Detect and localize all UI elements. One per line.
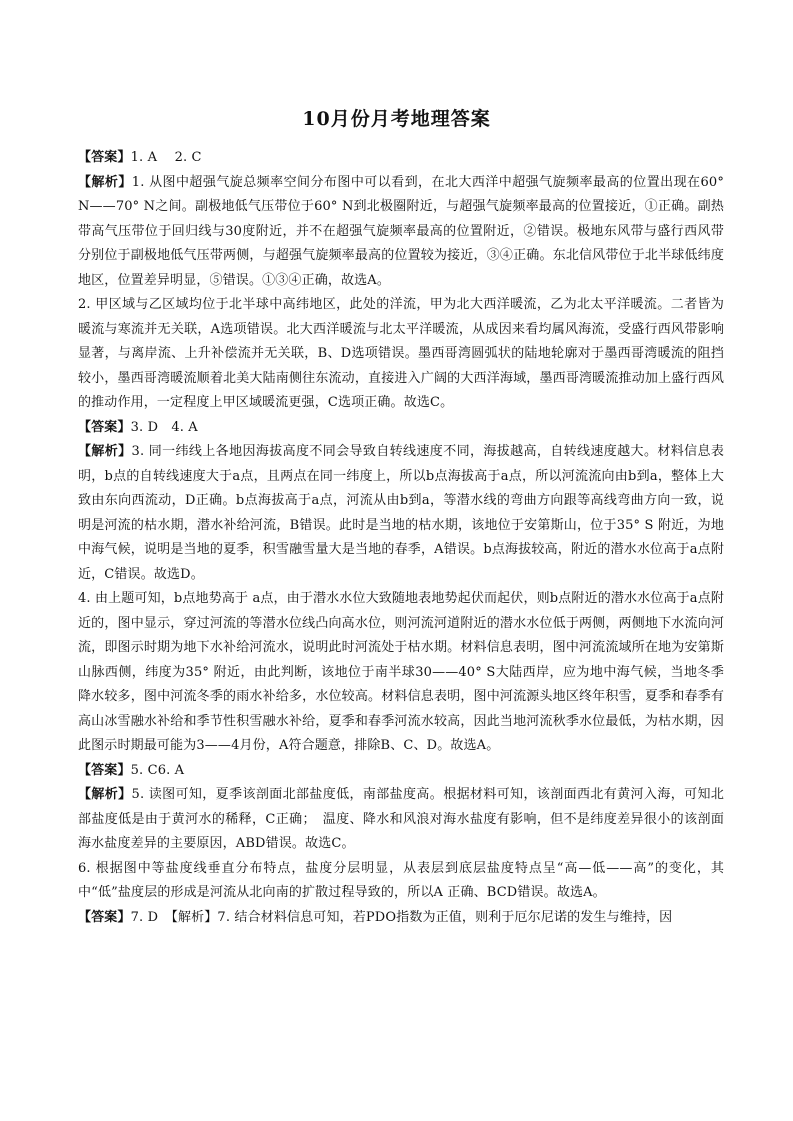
analysis-text: 6. 根据图中等盐度线垂直分布特点，盐度分层明显，从表层到底层盐度特点呈“高—低——高”的变化，其中“低”盐度层的形成是河流从北向南的扩散过程导致的，所以A 正确、BCD错误。故选A。 — [78, 860, 724, 900]
page-title: 10月份月考地理答案 — [302, 108, 491, 130]
analysis-paragraph-1 — [78, 171, 724, 294]
analysis-paragraph-6 — [78, 857, 724, 906]
answer-text: 3. D 4. A — [130, 419, 198, 435]
analysis-text: 1. 从图中超强气旋总频率空间分布图中可以看到，在北大西洋中超强气旋频率最高的位置出现在60° N——70° N之间。副极地低气压带位于60° N到北极圈附近，与超强气旋频率最高的位置接近，①正确。副热带高气压带位于回归线与30度附近，并不在超强气旋频率最高的位置附近，②错误。极地东风带与盛行西风带分别位于副极地低气压带两侧，与超强气旋频率最高的位置较为接近，③④正确。东北信风带位于北半球低纬度地区，位置差异明显，⑤错误。①③④正确，故选A。 — [78, 174, 724, 288]
analysis-paragraph-3 — [78, 440, 724, 587]
analysis-tag: 【解析】 — [78, 787, 132, 802]
answer-content — [78, 146, 724, 930]
answer-tag: 【答案】 — [78, 419, 131, 435]
answer-line-1-2 — [78, 146, 724, 171]
answer-tag: 【答案】 — [78, 150, 131, 165]
analysis-text: 4. 由上题可知，b点地势高于 a点，由于潜水水位大致随地表地势起伏而起伏，则b点附近的潜水水位高于a点附近的，图中显示，穿过河流的等潜水位线凸向高水位，则河流河道附近的潜水水位低于两侧，两侧地下水流向河流，即图示时期为地下水补给河流水，说明此时河流处于枯水期。材料信息表明，图中河流流域所在地为安第斯山脉西侧，纬度为35° 附近，由此判断，该地位于南半球30——40° S大陆西岸，应为地中海气候，当地冬季降水较多，图中河流冬季的雨水补给多，水位较高。材料信息表明，图中河流源头地区终年积雪，夏季和春季有高山冰雪融水补给和季节性积雪融水补给，夏季和春季河流水较高，因此当地河流秋季水位最低，为枯水期，因此图示时期最可能为3——4月份，A符合题意，排除B、C、D。故选A。 — [78, 591, 724, 753]
analysis-paragraph-5 — [78, 783, 724, 857]
analysis-paragraph-4 — [78, 587, 724, 759]
answer-text: 1. A 2. C — [130, 150, 202, 165]
analysis-tag: 【解析】 — [78, 444, 132, 459]
analysis-tag: 【解析】 — [78, 174, 132, 190]
answer-tag: 【答案】 — [78, 762, 131, 778]
answer-line-5-6 — [78, 759, 724, 784]
answer-text: 7. D 【解析】7. 结合材料信息可知，若PDO指数为正值，则利于厄尔尼诺的发生与维持，因 — [130, 909, 673, 925]
analysis-text: 3. 同一纬线上各地因海拔高度不同会导致自转线速度不同，海拔越高，自转线速度越大。材料信息表明，b点的自转线速度大于a点，且两点在同一纬度上，所以b点海拔高于a点，所以河流流向由b到a，整体上大致由东向西流动，D正确。b点海拔高于a点，河流从由b到a，等潜水线的弯曲方向跟等高线弯曲方向一致，说明是河流的枯水期，潜水补给河流，B错误。此时是当地的枯水期，该地位于安第斯山，位于35° S 附近，为地中海气候，说明是当地的夏季，积雪融雪量大是当地的春季，A错误。b点海拔较高，附近的潜水水位高于a点附近，C错误。故选D。 — [78, 444, 725, 582]
analysis-text: 5. 读图可知，夏季该剖面北部盐度低，南部盐度高。根据材料可知，该剖面西北有黄河入海，可知北部盐度低是由于黄河水的稀释，C正确； 温度、降水和风浪对海水盐度有影响，但不是纬度差异很小的该剖面海水盐度差异的主要原因，ABD错误。故选C。 — [78, 787, 725, 851]
answer-line-7 — [78, 906, 724, 931]
answer-text: 5. C6. A — [130, 762, 185, 778]
analysis-paragraph-2 — [78, 293, 724, 416]
answer-tag: 【答案】 — [78, 909, 131, 925]
answer-line-3-4 — [78, 416, 724, 441]
analysis-text: 2. 甲区域与乙区域均位于北半球中高纬地区，此处的洋流，甲为北大西洋暖流，乙为北太平洋暖流。二者皆为暖流与寒流并无关联，A选项错误。北大西洋暖流与北太平洋暖流，从成因来看均属风海流，受盛行西风带影响显著，与离岸流、上升补偿流并无关联，B、D选项错误。墨西哥湾圆弧状的陆地轮廓对于墨西哥湾暖流的阻挡较小，墨西哥湾暖流顺着北美大陆南侧往东流动，直接进入广阔的大西洋海域，墨西哥湾暖流推动加上盛行西风的推动作用，一定程度上甲区域暖流更强，C选项正确。故选C。 — [78, 297, 724, 410]
